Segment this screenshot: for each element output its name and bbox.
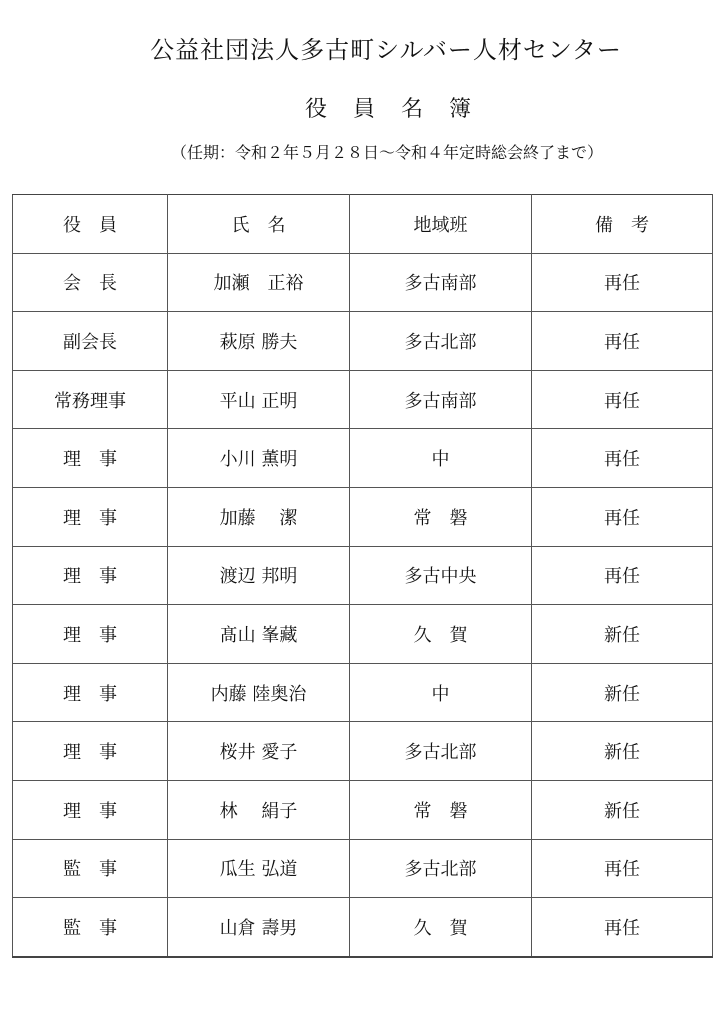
cell-name: 山倉 壽男 xyxy=(168,898,350,957)
cell-name: 桜井 愛子 xyxy=(168,722,350,781)
cell-position: 理 事 xyxy=(13,722,168,781)
header-name: 氏 名 xyxy=(168,195,350,254)
cell-district: 多古北部 xyxy=(350,839,532,898)
cell-position: 監 事 xyxy=(13,898,168,957)
cell-district: 常 磐 xyxy=(350,487,532,546)
cell-remarks: 再任 xyxy=(532,546,713,605)
cell-name: 加藤 潔 xyxy=(168,487,350,546)
cell-name: 渡辺 邦明 xyxy=(168,546,350,605)
table-row xyxy=(13,663,713,722)
organization-title: 公益社団法人多古町シルバー人材センター xyxy=(150,36,622,64)
cell-position: 常務理事 xyxy=(13,370,168,429)
cell-remarks: 新任 xyxy=(532,780,713,839)
officer-roster-table xyxy=(12,194,713,958)
cell-district: 中 xyxy=(350,663,532,722)
cell-remarks: 再任 xyxy=(532,839,713,898)
term-period: （任期：令和２年５月２８日～令和４年定時総会終了まで） xyxy=(170,143,603,162)
table-row xyxy=(13,253,713,312)
table-row xyxy=(13,839,713,898)
cell-district: 中 xyxy=(350,429,532,488)
cell-position: 監 事 xyxy=(13,839,168,898)
table-row xyxy=(13,487,713,546)
table-row xyxy=(13,429,713,488)
cell-position: 理 事 xyxy=(13,546,168,605)
cell-remarks: 再任 xyxy=(532,898,713,957)
cell-remarks: 新任 xyxy=(532,605,713,664)
table-row xyxy=(13,370,713,429)
cell-district: 多古北部 xyxy=(350,312,532,371)
cell-district: 多古南部 xyxy=(350,253,532,312)
cell-position: 理 事 xyxy=(13,605,168,664)
cell-name: 平山 正明 xyxy=(168,370,350,429)
cell-district: 多古中央 xyxy=(350,546,532,605)
cell-name: 小川 薫明 xyxy=(168,429,350,488)
table-row xyxy=(13,780,713,839)
cell-position: 理 事 xyxy=(13,780,168,839)
cell-name: 萩原 勝夫 xyxy=(168,312,350,371)
table-header-row xyxy=(13,195,713,254)
cell-remarks: 新任 xyxy=(532,663,713,722)
cell-name: 加瀬 正裕 xyxy=(168,253,350,312)
header-position: 役 員 xyxy=(13,195,168,254)
cell-name: 内藤 陸奥治 xyxy=(168,663,350,722)
table-row xyxy=(13,312,713,371)
cell-district: 多古北部 xyxy=(350,722,532,781)
table-row xyxy=(13,722,713,781)
cell-position: 理 事 xyxy=(13,429,168,488)
cell-name: 髙山 峯藏 xyxy=(168,605,350,664)
cell-position: 副会長 xyxy=(13,312,168,371)
cell-position: 理 事 xyxy=(13,487,168,546)
cell-name: 瓜生 弘道 xyxy=(168,839,350,898)
table-row xyxy=(13,605,713,664)
cell-district: 久 賀 xyxy=(350,898,532,957)
table-row xyxy=(13,898,713,957)
table-row xyxy=(13,546,713,605)
cell-remarks: 再任 xyxy=(532,370,713,429)
document-title: 役員名簿 xyxy=(304,97,497,122)
header-district: 地域班 xyxy=(350,195,532,254)
cell-district: 久 賀 xyxy=(350,605,532,664)
cell-position: 理 事 xyxy=(13,663,168,722)
cell-name: 林 絹子 xyxy=(168,780,350,839)
cell-remarks: 再任 xyxy=(532,429,713,488)
cell-remarks: 再任 xyxy=(532,312,713,371)
cell-remarks: 新任 xyxy=(532,722,713,781)
cell-remarks: 再任 xyxy=(532,253,713,312)
cell-remarks: 再任 xyxy=(532,487,713,546)
cell-district: 多古南部 xyxy=(350,370,532,429)
header-remarks: 備 考 xyxy=(532,195,713,254)
cell-district: 常 磐 xyxy=(350,780,532,839)
cell-position: 会 長 xyxy=(13,253,168,312)
